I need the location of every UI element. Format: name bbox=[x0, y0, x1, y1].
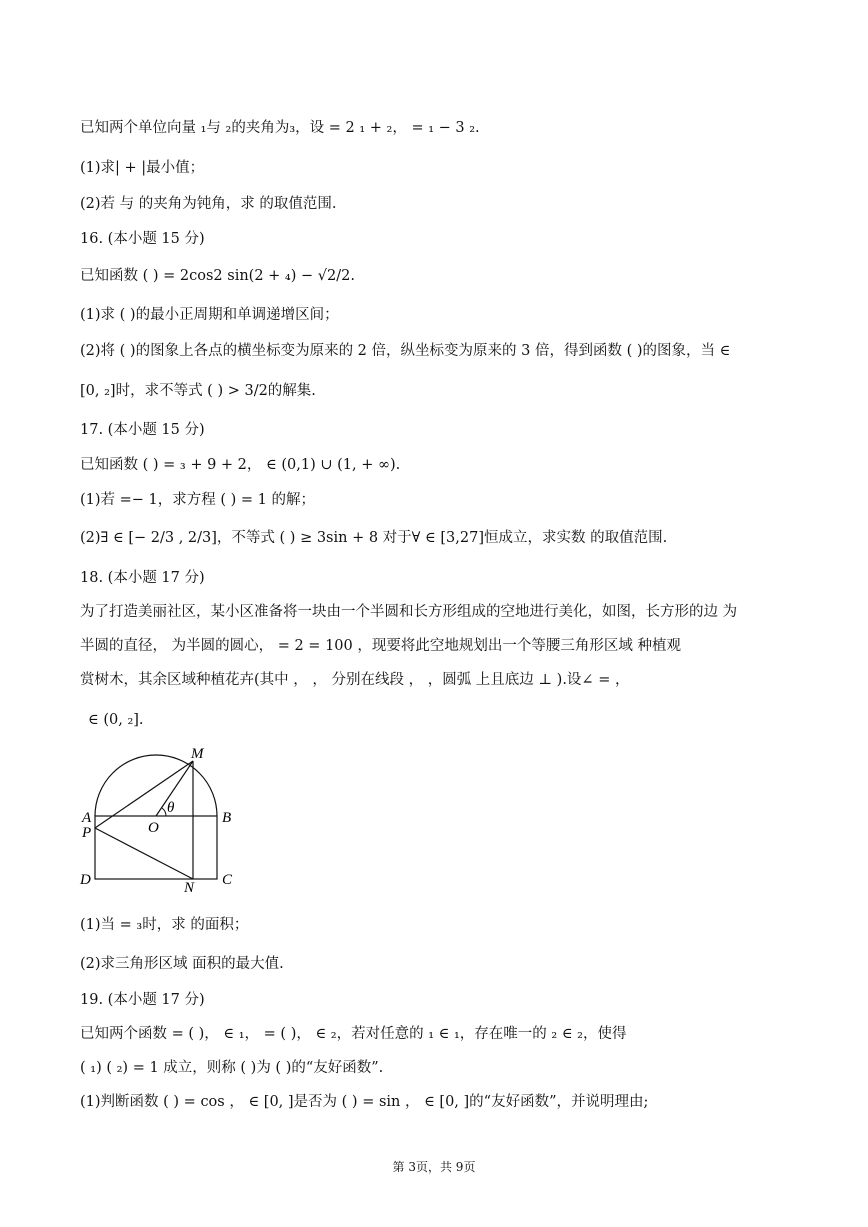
angle-theta-arc bbox=[162, 808, 166, 816]
q17-stem: 已知函数 ( ) = ₃ + 9 + 2， ∈ (0,1) ∪ (1, + ∞). bbox=[80, 457, 401, 473]
segment-pn bbox=[95, 828, 193, 879]
label-o: O bbox=[148, 820, 159, 836]
q18-header: 18. (本小题 17 分) bbox=[80, 570, 205, 586]
q18-stem-line2: 半圆的直径， 为半圆的圆心， = 2 = 100 ，现要将此空地规划出一个等腰三角形区域 种植观 bbox=[80, 638, 681, 654]
label-n: N bbox=[184, 880, 195, 892]
q18-part1: (1)当 = ₃时，求 的面积； bbox=[80, 917, 249, 933]
label-b: B bbox=[222, 810, 232, 826]
q16-part2a: (2)将 ( )的图象上各点的横坐标变为原来的 2 倍，纵坐标变为原来的 3 倍，得到函数 ( )的图象，当 ∈ bbox=[80, 343, 731, 359]
segment-om bbox=[156, 761, 193, 816]
page-footer: 第 3页，共 9页 bbox=[392, 1160, 476, 1174]
q18-stem-line3: 赏树木，其余区域种植花卉(其中 ， ， 分别在线段 ， ，圆弧 上且底边 ⊥ ).设∠ = ， bbox=[80, 672, 630, 688]
q19-stem-line2: ( ₁) ( ₂) = 1 成立，则称 ( )为 ( )的“友好函数”. bbox=[80, 1060, 384, 1076]
segment-pm bbox=[95, 761, 193, 828]
q18-stem-line1: 为了打造美丽社区，某小区准备将一块由一个半圆和长方形组成的空地进行美化，如图，长方形的边 为 bbox=[80, 604, 738, 620]
q15-part2: (2)若 与 的夹角为钝角，求 的取值范围. bbox=[80, 196, 337, 212]
q16-part2b: [0, ₂]时，求不等式 ( ) > 3/2的解集. bbox=[80, 383, 316, 399]
label-a: A bbox=[82, 810, 92, 826]
label-d: D bbox=[80, 872, 91, 888]
label-theta: θ bbox=[167, 800, 175, 816]
label-m: M bbox=[191, 746, 204, 762]
q15-part1: (1)求| + |最小值； bbox=[80, 160, 205, 176]
q16-part1: (1)求 ( )的最小正周期和单调递增区间； bbox=[80, 307, 339, 323]
q19-part1: (1)判断函数 ( ) = cos ， ∈ [0, ]是否为 ( ) = sin ， ∈ [0, ]的“友好函数”，并说明理由; bbox=[80, 1094, 649, 1110]
q18-part2: (2)求三角形区域 面积的最大值. bbox=[80, 956, 284, 972]
label-c: C bbox=[222, 872, 233, 888]
q17-header: 17. (本小题 15 分) bbox=[80, 422, 205, 438]
semicircle-rectangle-figure bbox=[78, 742, 248, 892]
q19-header: 19. (本小题 17 分) bbox=[80, 992, 205, 1008]
semicircle-arc bbox=[95, 755, 217, 816]
q19-stem-line1: 已知两个函数 = ( )， ∈ ₁， = ( )， ∈ ₂，若对任意的 ₁ ∈ ₁，存在唯一的 ₂ ∈ ₂，使得 bbox=[80, 1026, 627, 1042]
q18-stem-line4: ∈ (0, ₂]. bbox=[88, 712, 144, 728]
q17-part1: (1)若 =− 1，求方程 ( ) = 1 的解； bbox=[80, 492, 316, 508]
label-p: P bbox=[82, 825, 92, 841]
q16-stem: 已知函数 ( ) = 2cos2 sin(2 + ₄) − √2/2. bbox=[80, 268, 355, 284]
q16-header: 16. (本小题 15 分) bbox=[80, 231, 205, 247]
q17-part2: (2)∃ ∈ [− 2/3 , 2/3]，不等式 ( ) ≥ 3sin + 8 对于∀ ∈ [3,27]恒成立，求实数 的取值范围. bbox=[80, 530, 668, 546]
q15-stem: 已知两个单位向量 ₁与 ₂的夹角为₃，设 = 2 ₁ + ₂， = ₁ − 3 ₂. bbox=[80, 120, 480, 136]
